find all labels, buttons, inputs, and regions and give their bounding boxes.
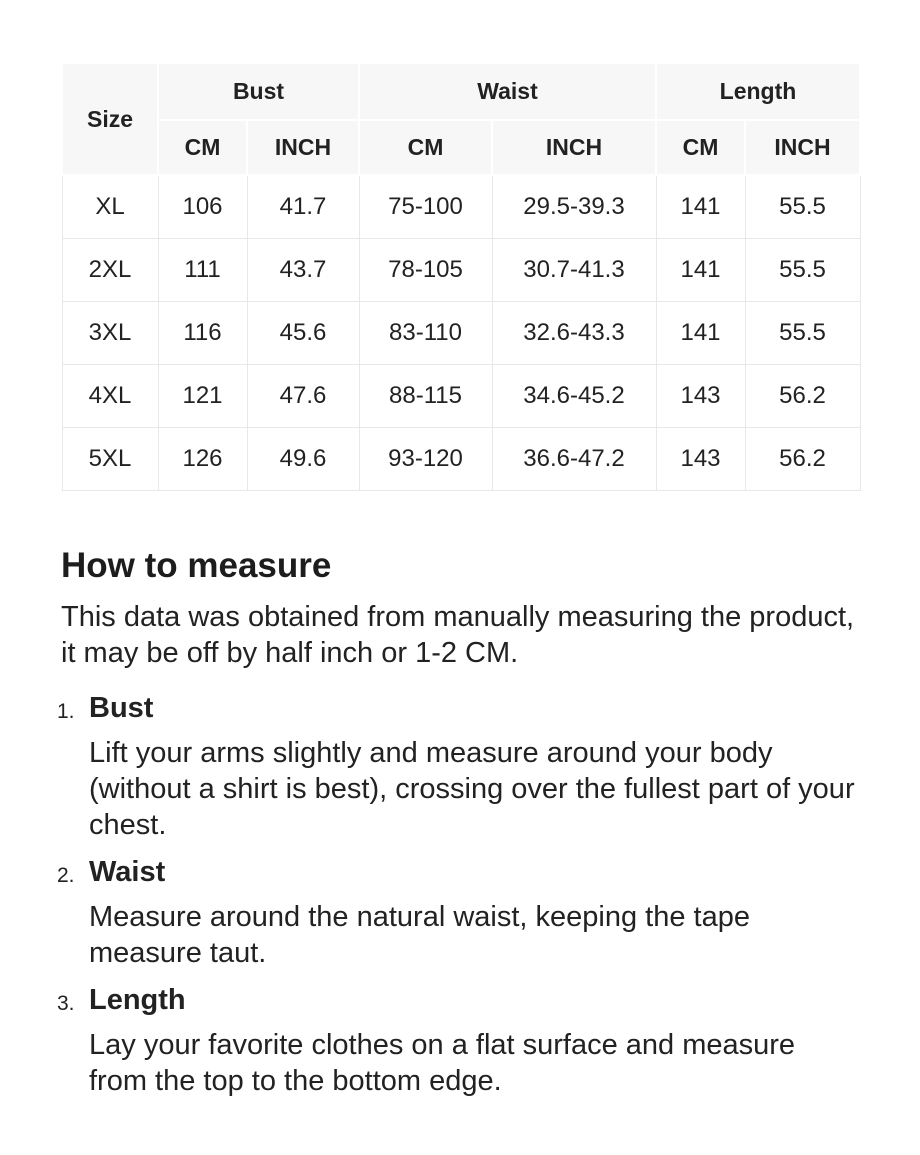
step-title-length: Length	[89, 983, 186, 1016]
data-cell: 126	[158, 427, 247, 490]
data-cell: 45.6	[247, 301, 359, 364]
waist-cm-header: CM	[359, 120, 492, 175]
step-description-length: Lay your favorite clothes on a flat surface and measure from the top to the bottom edge.	[89, 1028, 796, 1097]
data-cell: 143	[656, 364, 745, 427]
step-description-bust: Lift your arms slightly and measure around your body (without a shirt is best), crossing over the fullest part of your chest.	[89, 736, 855, 841]
bust-cm-header: CM	[158, 120, 247, 175]
data-cell: 55.5	[745, 175, 860, 238]
bust-inch-header: INCH	[247, 120, 359, 175]
data-cell: 56.2	[745, 364, 860, 427]
size-column-header: Size	[62, 63, 158, 175]
size-chart-table	[61, 62, 861, 491]
measure-step-length	[57, 983, 859, 1103]
table-row	[62, 175, 860, 238]
length-group-header: Length	[656, 63, 860, 120]
step-body	[89, 983, 859, 1103]
data-cell: 56.2	[745, 427, 860, 490]
step-body	[89, 691, 859, 847]
size-cell: 2XL	[62, 238, 158, 301]
data-cell: 106	[158, 175, 247, 238]
data-cell: 30.7-41.3	[492, 238, 656, 301]
step-number: 2.	[57, 863, 75, 887]
measure-steps-list	[57, 691, 859, 1103]
data-cell: 141	[656, 175, 745, 238]
data-cell: 34.6-45.2	[492, 364, 656, 427]
length-cm-header: CM	[656, 120, 745, 175]
data-cell: 43.7	[247, 238, 359, 301]
data-cell: 32.6-43.3	[492, 301, 656, 364]
step-title-waist: Waist	[89, 855, 166, 888]
data-cell: 143	[656, 427, 745, 490]
table-row	[62, 364, 860, 427]
data-cell: 116	[158, 301, 247, 364]
measure-step-bust	[57, 691, 859, 847]
length-inch-header: INCH	[745, 120, 860, 175]
group-header-row	[62, 63, 860, 120]
unit-header-row	[62, 120, 860, 175]
table-row	[62, 427, 860, 490]
data-cell: 111	[158, 238, 247, 301]
step-number: 3.	[57, 991, 75, 1015]
size-cell: XL	[62, 175, 158, 238]
data-cell: 83-110	[359, 301, 492, 364]
data-cell: 55.5	[745, 301, 860, 364]
step-description-waist: Measure around the natural waist, keeping the tape measure taut.	[89, 900, 750, 969]
measure-disclaimer-text: This data was obtained from manually measuring the product, it may be off by half inch or 1-2 CM.	[61, 600, 855, 669]
bust-group-header: Bust	[158, 63, 359, 120]
table-row	[62, 238, 860, 301]
how-to-measure-heading: How to measure	[61, 545, 332, 585]
data-cell: 93-120	[359, 427, 492, 490]
data-cell: 121	[158, 364, 247, 427]
data-cell: 47.6	[247, 364, 359, 427]
size-cell: 3XL	[62, 301, 158, 364]
step-number: 1.	[57, 699, 75, 723]
data-cell: 49.6	[247, 427, 359, 490]
data-cell: 41.7	[247, 175, 359, 238]
step-body	[89, 855, 859, 975]
data-cell: 75-100	[359, 175, 492, 238]
step-title-bust: Bust	[89, 691, 154, 724]
waist-inch-header: INCH	[492, 120, 656, 175]
data-cell: 36.6-47.2	[492, 427, 656, 490]
data-cell: 141	[656, 238, 745, 301]
data-cell: 78-105	[359, 238, 492, 301]
waist-group-header: Waist	[359, 63, 656, 120]
measure-step-waist	[57, 855, 859, 975]
data-cell: 55.5	[745, 238, 860, 301]
size-cell: 5XL	[62, 427, 158, 490]
data-cell: 29.5-39.3	[492, 175, 656, 238]
data-cell: 141	[656, 301, 745, 364]
data-cell: 88-115	[359, 364, 492, 427]
table-row	[62, 301, 860, 364]
size-cell: 4XL	[62, 364, 158, 427]
